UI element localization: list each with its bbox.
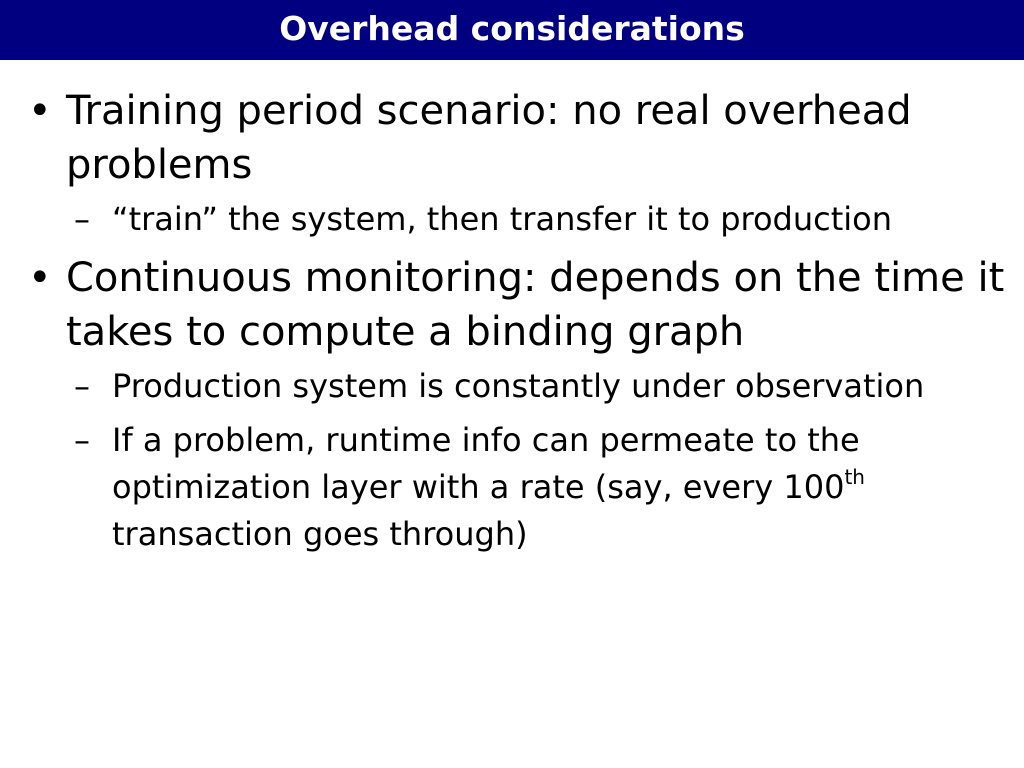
bullet-training-period xyxy=(28,84,1008,192)
dash-icon: – xyxy=(74,421,90,459)
bullet-continuous-monitoring xyxy=(28,251,1008,359)
superscript-th: th xyxy=(844,465,865,489)
sub-item-train-system xyxy=(28,196,1008,243)
bullet-text: Training period scenario: no real overhead problems xyxy=(66,88,912,188)
bullet-icon: • xyxy=(28,255,52,301)
dash-icon: – xyxy=(74,367,90,405)
sub-list-training xyxy=(28,196,1008,243)
sub-item-runtime-info xyxy=(28,417,1008,558)
sub-item-text-after: transaction goes through) xyxy=(112,515,528,553)
sub-item-production-observation xyxy=(28,363,1008,410)
sub-item-text-before: If a problem, runtime info can permeate to the optimization layer with a rate (say, every 100 xyxy=(112,421,860,506)
sub-list-monitoring xyxy=(28,363,1008,558)
bullet-icon: • xyxy=(28,88,52,134)
dash-icon: – xyxy=(74,200,90,238)
slide-body xyxy=(28,84,1008,566)
sub-item-text: Production system is constantly under observation xyxy=(112,367,925,405)
title-bar xyxy=(0,0,1024,60)
bullet-text: Continuous monitoring: depends on the time it takes to compute a binding graph xyxy=(66,255,1005,355)
slide-title: Overhead considerations xyxy=(279,9,745,48)
sub-item-text: “train” the system, then transfer it to production xyxy=(112,200,893,238)
